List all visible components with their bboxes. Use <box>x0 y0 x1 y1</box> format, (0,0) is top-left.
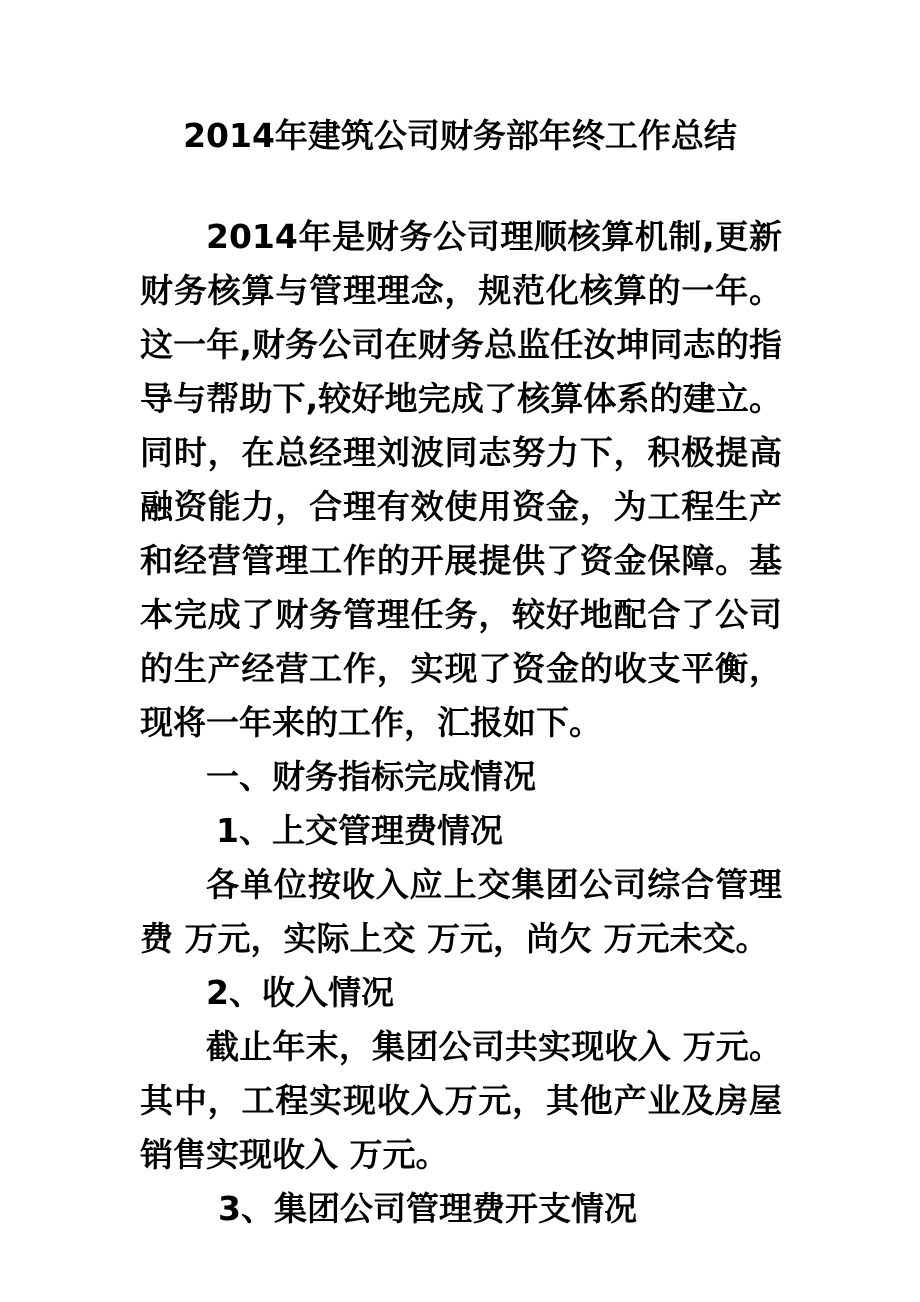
document-title: 2014年建筑公司财务部年终工作总结 <box>183 116 737 155</box>
intro-paragraph: 2014年是财务公司理顺核算机制,更新财务核算与管理理念，规范化核算的一年。这一年,财务公司在财务总监任汝坤同志的指导与帮助下,较好地完成了核算体系的建立。同时，在总经理刘波同志努力下，积极提高融资能力，合理有效使用资金，为工程生产和经营管理工作的开展提供了资金保障。基本完成了财务管理任务，较好地配合了公司的生产经营工作，实现了资金的收支平衡，现将一年来的工作，汇报如下。 <box>140 217 782 742</box>
item-paragraph-revenue: 截止年末，集团公司共实现收入 万元。其中，工程实现收入万元，其他产业及房屋销售实现收入 万元。 <box>140 1027 782 1174</box>
item-heading-revenue: 2、收入情况 <box>206 973 394 1012</box>
item-heading-management-fee: 1、上交管理费情况 <box>216 811 503 850</box>
item-heading-group-expenses: 3、集团公司管理费开支情况 <box>218 1189 637 1228</box>
document-body <box>140 210 782 1236</box>
item-paragraph-management-fee: 各单位按收入应上交集团公司综合管理费 万元，实际上交 万元，尚欠 万元未交。 <box>140 865 782 958</box>
section-heading-financial-indicators: 一、财务指标完成情况 <box>206 757 536 796</box>
